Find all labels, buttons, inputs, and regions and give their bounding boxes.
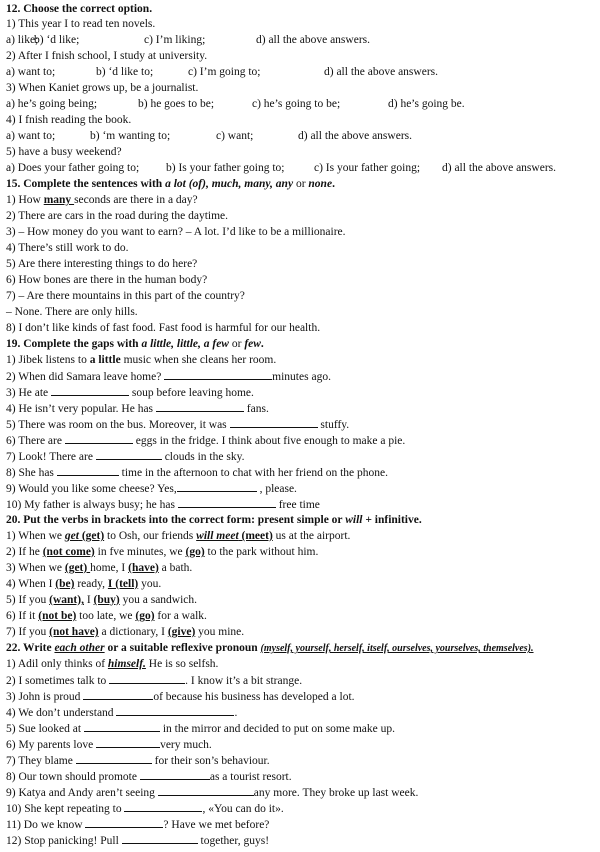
- s22-l6: 6) My parents love very much.: [6, 739, 212, 751]
- s22-l1: 1) Adil only thinks of himself. He is so selfsh.: [6, 658, 219, 670]
- s22-l9: 9) Katya and Andy aren’t seeing any more. They broke up last week.: [6, 787, 419, 799]
- s22-l5: 5) Sue looked at in the mirror and decided to put on some make up.: [6, 723, 395, 735]
- answer-blank[interactable]: [122, 833, 198, 844]
- s19-l8: 8) She has time in the afternoon to chat with her friend on the phone.: [6, 467, 389, 479]
- option-d: d) all the above answers.: [256, 34, 371, 46]
- s22-l4: 4) We don’t understand .: [6, 707, 238, 719]
- s19-l3: 3) He ate soup before leaving home.: [6, 387, 254, 399]
- s19-l6: 6) There are eggs in the fridge. I think about five enough to make a pie.: [6, 435, 406, 447]
- s15-l7b: – None. There are only hills.: [6, 306, 138, 318]
- s22-l8: 8) Our town should promote as a tourist resort.: [6, 771, 292, 783]
- answer-blank[interactable]: [230, 417, 318, 428]
- s15-l7: 7) – Are there mountains in this part of the country?: [6, 290, 245, 302]
- answer-blank[interactable]: [140, 769, 210, 780]
- s19-l10: 10) My father is always busy; he has free time: [6, 499, 320, 511]
- answer-blank[interactable]: [84, 721, 160, 732]
- s20-l7: 7) If you (not have) a dictionary, I (give) you mine.: [6, 626, 245, 638]
- s12-q2-options: [6, 65, 596, 79]
- s19-l1: 1) Jibek listens to a little music when she cleans her room.: [6, 354, 277, 366]
- option-c: c) he’s going to be;: [252, 98, 341, 110]
- s15-l1: 1) How many seconds are there in a day?: [6, 194, 198, 206]
- s12-q4-options: [6, 129, 596, 143]
- option-a: a) like;: [6, 34, 39, 46]
- s12-q2: 2) After I fnish school, I study at university.: [6, 50, 208, 62]
- option-b: b) he goes to be;: [138, 98, 215, 110]
- option-a: a) want to;: [6, 66, 56, 78]
- option-b: b) ‘m wanting to;: [90, 130, 171, 142]
- s12-q4: 4) I fnish reading the book.: [6, 114, 132, 126]
- option-d: d) all the above answers.: [442, 162, 557, 174]
- answer-blank[interactable]: [178, 497, 276, 508]
- option-d: d) all the above answers.: [298, 130, 413, 142]
- answer-blank[interactable]: [83, 689, 153, 700]
- section-12-title: 12. Choose the correct option.: [6, 3, 153, 15]
- answer-blank[interactable]: [177, 481, 257, 492]
- section-22-title: 22. Write each other or a suitable reflexive pronoun (myself, yourself, herself, itself, ourselves, yourselves, themselves).: [6, 642, 534, 654]
- section-20-title: 20. Put the verbs in brackets into the correct form: present simple or will + infinitive.: [6, 514, 422, 526]
- s20-l3: 3) When we (get) home, I (have) a bath.: [6, 562, 193, 574]
- s22-l7: 7) They blame for their son’s behaviour.: [6, 755, 270, 767]
- answer-blank[interactable]: [156, 401, 244, 412]
- s15-l6: 6) How bones are there in the human body?: [6, 274, 208, 286]
- s15-l5: 5) Are there interesting things to do here?: [6, 258, 198, 270]
- s19-l2: 2) When did Samara leave home? minutes ago.: [6, 371, 331, 383]
- option-c: c) want;: [216, 130, 254, 142]
- answer-blank[interactable]: [109, 673, 185, 684]
- option-b: b) ‘d like;: [34, 34, 80, 46]
- s20-l5: 5) If you (want), I (buy) you a sandwich.: [6, 594, 198, 606]
- option-a: a) he’s going being;: [6, 98, 98, 110]
- s20-l6: 6) If it (not be) too late, we (go) for a walk.: [6, 610, 207, 622]
- s15-l3: 3) – How money do you want to earn? – A lot. I’d like to be a millionaire.: [6, 226, 346, 238]
- option-a: a) want to;: [6, 130, 56, 142]
- s12-q1: 1) This year I to read ten novels.: [6, 18, 156, 30]
- s15-l2: 2) There are cars in the road during the daytime.: [6, 210, 229, 222]
- option-c: c) I’m going to;: [188, 66, 261, 78]
- s12-q5-options: [6, 161, 596, 175]
- option-c: c) I’m liking;: [144, 34, 206, 46]
- s19-l7: 7) Look! There are clouds in the sky.: [6, 451, 245, 463]
- option-b: b) Is your father going to;: [166, 162, 285, 174]
- answer-blank[interactable]: [76, 753, 152, 764]
- s22-l3: 3) John is proud of because his business has developed a lot.: [6, 691, 355, 703]
- answer-example: himself.: [107, 658, 146, 670]
- answer-blank[interactable]: [96, 737, 160, 748]
- section-15-title: 15. Complete the sentences with a lot (of), much, many, any or none.: [6, 178, 335, 190]
- s19-l9: 9) Would you like some cheese? Yes, , please.: [6, 483, 297, 495]
- s22-l10: 10) She kept repeating to , «You can do it».: [6, 803, 284, 815]
- option-c: c) Is your father going;: [314, 162, 421, 174]
- s20-l2: 2) If he (not come) in fve minutes, we (go) to the park without him.: [6, 546, 319, 558]
- s19-l5: 5) There was room on the bus. Moreover, it was stuffy.: [6, 419, 350, 431]
- s20-l1: 1) When we get (get) to Osh, our friends will meet (meet) us at the airport.: [6, 530, 351, 542]
- answer-blank[interactable]: [96, 449, 162, 460]
- s12-q3-options: [6, 97, 596, 111]
- s19-l4: 4) He isn’t very popular. He has fans.: [6, 403, 269, 415]
- s22-l12: 12) Stop panicking! Pull together, guys!: [6, 835, 270, 847]
- option-d: d) all the above answers.: [324, 66, 439, 78]
- answer-blank[interactable]: [85, 817, 163, 828]
- answer-example: a little: [89, 354, 121, 366]
- option-b: b) ‘d like to;: [96, 66, 154, 78]
- answer-blank[interactable]: [116, 705, 234, 716]
- s15-l8: 8) I don’t like kinds of fast food. Fast food is harmful for our health.: [6, 322, 321, 334]
- section-19-title: 19. Complete the gaps with a little, little, a few or few.: [6, 338, 264, 350]
- answer-blank[interactable]: [57, 465, 119, 476]
- s22-l11: 11) Do we know ? Have we met before?: [6, 819, 270, 831]
- answer-blank[interactable]: [124, 801, 202, 812]
- s15-l4: 4) There’s still work to do.: [6, 242, 129, 254]
- answer-blank[interactable]: [158, 785, 254, 796]
- s20-l4: 4) When I (be) ready, I (tell) you.: [6, 578, 162, 590]
- answer-blank[interactable]: [51, 385, 129, 396]
- s12-q5: 5) have a busy weekend?: [6, 146, 122, 158]
- option-d: d) he’s going be.: [388, 98, 465, 110]
- s12-q3: 3) When Kaniet grows up, be a journalist.: [6, 82, 199, 94]
- s12-q1-options: [6, 33, 596, 47]
- answer-blank[interactable]: [65, 433, 133, 444]
- answer-blank[interactable]: [164, 369, 272, 380]
- s22-l2: 2) I sometimes talk to . I know it’s a bit strange.: [6, 675, 303, 687]
- option-a: a) Does your father going to;: [6, 162, 140, 174]
- answer-example: many: [43, 194, 75, 206]
